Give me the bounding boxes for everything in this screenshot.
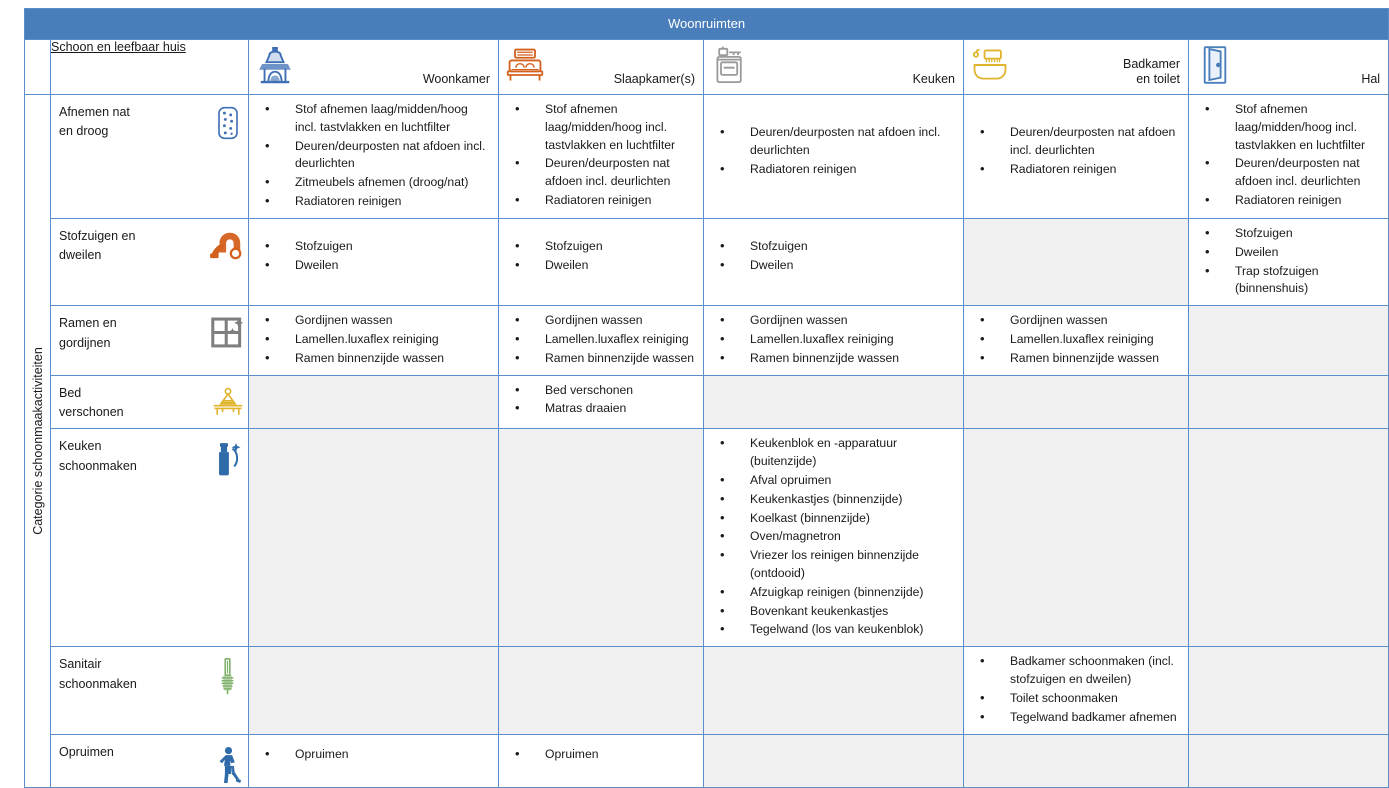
task-item: • Toilet schoonmaken bbox=[972, 690, 1180, 708]
task-item: • Dweilen bbox=[1197, 244, 1380, 262]
task-item: • Dweilen bbox=[712, 257, 955, 275]
task-item: • Stofzuigen bbox=[712, 238, 955, 256]
task-cell bbox=[704, 306, 964, 375]
task-cell bbox=[704, 375, 964, 429]
task-list bbox=[249, 306, 498, 374]
task-item: • Afval opruimen bbox=[712, 472, 955, 490]
task-item: • Afzuigkap reinigen (binnenzijde) bbox=[712, 584, 955, 602]
table-row bbox=[25, 95, 1389, 219]
column-header-label: Woonkamer bbox=[422, 72, 490, 87]
task-item: • Stofzuigen bbox=[1197, 225, 1380, 243]
task-cell bbox=[1189, 429, 1389, 647]
task-list bbox=[499, 95, 703, 217]
task-list bbox=[704, 306, 963, 374]
task-cell bbox=[249, 429, 499, 647]
task-cell bbox=[249, 647, 499, 734]
bed-icon bbox=[505, 42, 545, 88]
task-item: • Vriezer los reinigen binnenzijde (ontdooid) bbox=[712, 547, 955, 583]
task-cell bbox=[964, 218, 1189, 305]
task-list bbox=[704, 429, 963, 646]
task-list bbox=[704, 219, 963, 282]
task-item: • Koelkast (binnenzijde) bbox=[712, 510, 955, 528]
stove-icon bbox=[710, 42, 750, 88]
column-header-label: Slaapkamer(s) bbox=[613, 72, 695, 87]
task-list bbox=[499, 376, 703, 426]
task-cell bbox=[499, 306, 704, 375]
page-root bbox=[0, 8, 1388, 761]
task-item: • Bed verschonen bbox=[507, 382, 695, 400]
task-item: • Stof afnemen laag/midden/hoog incl. tastvlakken en luchtfilter bbox=[257, 101, 490, 137]
task-cell bbox=[249, 734, 499, 787]
task-cell bbox=[249, 375, 499, 429]
task-cell bbox=[1189, 306, 1389, 375]
task-item: • Gordijnen wassen bbox=[257, 312, 490, 330]
task-cell bbox=[964, 95, 1189, 219]
task-item: • Deuren/deurposten nat afdoen incl. deurlichten bbox=[257, 138, 490, 174]
task-item: • Stof afnemen laag/midden/hoog incl. tastvlakken en luchtfilter bbox=[507, 101, 695, 154]
column-header-slaapkamer-s bbox=[499, 40, 704, 95]
task-item: • Deuren/deurposten nat afdoen incl. deurlichten bbox=[712, 124, 955, 160]
row-category-label-line2: dweilen bbox=[59, 248, 102, 263]
table-row bbox=[25, 734, 1389, 787]
task-item: • Bovenkant keukenkastjes bbox=[712, 603, 955, 621]
task-item: • Stof afnemen laag/midden/hoog incl. tastvlakken en luchtfilter bbox=[1197, 101, 1380, 154]
cleaning-activities-matrix bbox=[24, 8, 1389, 788]
row-category-label: Opruimen bbox=[59, 744, 114, 759]
task-cell bbox=[1189, 95, 1389, 219]
row-category-label: Afnemen nat bbox=[59, 105, 130, 119]
task-item: • Matras draaien bbox=[507, 400, 695, 418]
task-item: • Gordijnen wassen bbox=[712, 312, 955, 330]
column-header-badkamer-en-toilet bbox=[964, 40, 1189, 95]
row-category-label-line2: gordijnen bbox=[59, 335, 111, 350]
task-cell bbox=[1189, 734, 1389, 787]
task-cell bbox=[704, 95, 964, 219]
row-category-sanitair bbox=[51, 647, 249, 734]
task-cell bbox=[704, 218, 964, 305]
task-item: • Keukenblok en -apparatuur (buitenzijde) bbox=[712, 435, 955, 471]
task-item: • Radiatoren reinigen bbox=[712, 161, 955, 179]
table-row bbox=[25, 306, 1389, 375]
task-cell bbox=[249, 306, 499, 375]
task-item: • Radiatoren reinigen bbox=[1197, 192, 1380, 210]
table-row bbox=[25, 375, 1389, 429]
task-item: • Dweilen bbox=[257, 257, 490, 275]
task-item: • Badkamer schoonmaken (incl. stofzuigen en dweilen) bbox=[972, 653, 1180, 689]
task-cell bbox=[704, 647, 964, 734]
row-category-label-line2: schoonmaken bbox=[59, 676, 137, 691]
task-item: • Lamellen.luxaflex reiniging bbox=[257, 331, 490, 349]
task-item: • Radiatoren reinigen bbox=[257, 193, 490, 211]
column-header-row bbox=[25, 40, 1389, 95]
row-category-label: Ramen en bbox=[59, 316, 117, 331]
row-category-afnemen-nat bbox=[51, 95, 249, 219]
window-sparkle-icon bbox=[212, 314, 244, 352]
row-category-label: Sanitair bbox=[59, 657, 102, 672]
task-cell bbox=[704, 734, 964, 787]
task-item: • Zitmeubels afnemen (droog/nat) bbox=[257, 174, 490, 192]
task-list bbox=[1189, 95, 1388, 217]
task-list bbox=[1189, 219, 1388, 305]
task-item: • Deuren/deurposten nat afdoen incl. deurlichten bbox=[1197, 155, 1380, 191]
task-item: • Deuren/deurposten nat afdoen incl. deurlichten bbox=[972, 124, 1180, 160]
row-category-label: Stofzuigen en bbox=[59, 228, 136, 243]
axis-label-text: Categorie schoonmaakactiviteiten bbox=[30, 346, 45, 535]
row-category-ramen-en bbox=[51, 306, 249, 375]
row-category-label-line2: en droog bbox=[59, 124, 109, 139]
bed-made-icon bbox=[212, 384, 244, 422]
person-tidying-icon bbox=[212, 743, 244, 781]
task-item: • Opruimen bbox=[257, 746, 490, 764]
task-item: • Tegelwand (los van keukenblok) bbox=[712, 621, 955, 639]
task-cell bbox=[499, 429, 704, 647]
column-header-label-line2: en toilet bbox=[1136, 72, 1180, 87]
task-cell bbox=[499, 734, 704, 787]
row-category-label: Bed bbox=[59, 385, 82, 400]
task-item: • Radiatoren reinigen bbox=[507, 192, 695, 210]
row-category-label-line2: verschonen bbox=[59, 404, 124, 419]
task-item: • Tegelwand badkamer afnemen bbox=[972, 709, 1180, 727]
task-list bbox=[499, 306, 703, 374]
task-item: • Stofzuigen bbox=[257, 238, 490, 256]
task-cell bbox=[1189, 647, 1389, 734]
row-category-stofzuigen-en bbox=[51, 218, 249, 305]
column-header-keuken bbox=[704, 40, 964, 95]
task-item: • Trap stofzuigen (binnenshuis) bbox=[1197, 263, 1380, 299]
table-row bbox=[25, 218, 1389, 305]
task-cell bbox=[499, 218, 704, 305]
task-item: • Ramen binnenzijde wassen bbox=[507, 350, 695, 368]
task-list bbox=[249, 219, 498, 282]
task-cell bbox=[249, 95, 499, 219]
column-header-label: Badkamer bbox=[1123, 56, 1180, 71]
toilet-brush-icon bbox=[212, 655, 244, 693]
task-cell bbox=[1189, 375, 1389, 429]
task-cell bbox=[499, 95, 704, 219]
task-list bbox=[249, 735, 498, 771]
task-item: • Deuren/deurposten nat afdoen incl. deurlichten bbox=[507, 155, 695, 191]
task-list bbox=[499, 735, 703, 771]
task-cell bbox=[964, 375, 1189, 429]
task-cell bbox=[1189, 218, 1389, 305]
row-category-bed bbox=[51, 375, 249, 429]
task-cell bbox=[249, 218, 499, 305]
task-cell bbox=[499, 647, 704, 734]
task-cell bbox=[964, 647, 1189, 734]
row-category-label: Keuken bbox=[59, 439, 102, 454]
task-item: • Lamellen.luxaflex reiniging bbox=[712, 331, 955, 349]
table-row bbox=[25, 429, 1389, 647]
task-item: • Lamellen.luxaflex reiniging bbox=[507, 331, 695, 349]
corner-title bbox=[51, 40, 249, 95]
axis-label-categorie-schoonmaakactiviteiten bbox=[25, 95, 51, 788]
column-header-label: Keuken bbox=[912, 72, 955, 87]
side-label-spacer bbox=[25, 40, 51, 95]
banner-row bbox=[25, 9, 1389, 40]
row-category-keuken bbox=[51, 429, 249, 647]
task-item: • Ramen binnenzijde wassen bbox=[712, 350, 955, 368]
row-category-opruimen bbox=[51, 734, 249, 787]
task-item: • Stofzuigen bbox=[507, 238, 695, 256]
corner-title-label: Schoon en leefbaar huis bbox=[51, 40, 186, 54]
lamp-icon bbox=[255, 42, 295, 88]
task-item: • Radiatoren reinigen bbox=[972, 161, 1180, 179]
task-list bbox=[249, 95, 498, 218]
task-item: • Gordijnen wassen bbox=[972, 312, 1180, 330]
column-header-hal bbox=[1189, 40, 1389, 95]
column-header-woonkamer bbox=[249, 40, 499, 95]
task-item: • Dweilen bbox=[507, 257, 695, 275]
task-list bbox=[499, 219, 703, 282]
row-category-label-line2: schoonmaken bbox=[59, 458, 137, 473]
spray-bottle-icon bbox=[212, 437, 244, 475]
open-door-icon bbox=[1195, 42, 1235, 88]
task-item: • Keukenkastjes (binnenzijde) bbox=[712, 491, 955, 509]
vacuum-cleaner-icon bbox=[212, 227, 244, 265]
banner-title: Woonruimten bbox=[25, 9, 1389, 40]
task-list bbox=[964, 647, 1188, 733]
table-row bbox=[25, 647, 1389, 734]
task-item: • Gordijnen wassen bbox=[507, 312, 695, 330]
task-cell bbox=[964, 734, 1189, 787]
task-cell bbox=[704, 429, 964, 647]
task-item: • Ramen binnenzijde wassen bbox=[972, 350, 1180, 368]
sponge-icon bbox=[212, 103, 244, 141]
bathtub-shower-icon bbox=[970, 42, 1010, 88]
task-cell bbox=[499, 375, 704, 429]
task-cell bbox=[964, 306, 1189, 375]
task-list bbox=[964, 306, 1188, 374]
task-item: • Oven/magnetron bbox=[712, 528, 955, 546]
task-item: • Opruimen bbox=[507, 746, 695, 764]
column-header-label: Hal bbox=[1361, 72, 1381, 87]
task-cell bbox=[964, 429, 1189, 647]
task-list bbox=[964, 95, 1188, 185]
task-list bbox=[704, 95, 963, 185]
task-item: • Lamellen.luxaflex reiniging bbox=[972, 331, 1180, 349]
task-item: • Ramen binnenzijde wassen bbox=[257, 350, 490, 368]
